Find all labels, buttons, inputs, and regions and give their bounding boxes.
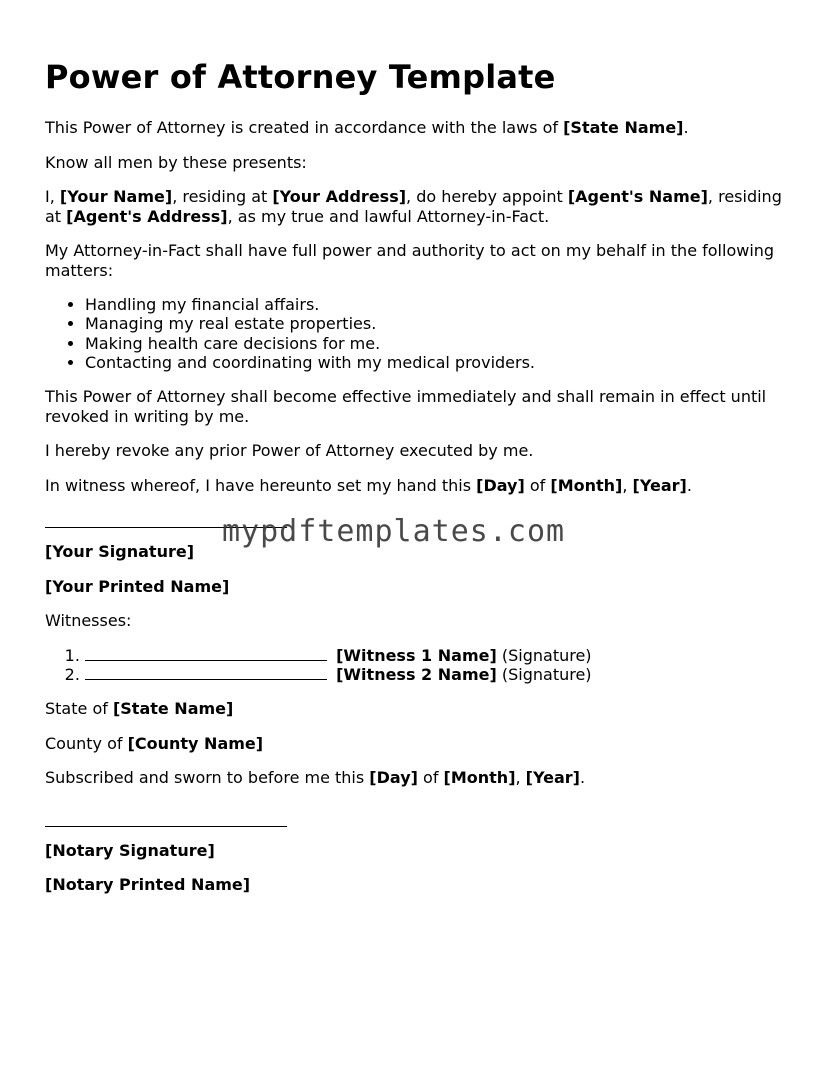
your-signature-text: [Your Signature] xyxy=(45,542,195,562)
witness-year-placeholder: [Year] xyxy=(632,475,687,495)
sworn-text-4: . xyxy=(579,768,586,788)
witness-clause-text-4: . xyxy=(686,475,692,495)
your-printed-name-text: [Your Printed Name] xyxy=(45,576,230,596)
county-label: County of xyxy=(45,733,128,753)
your-address-placeholder: [Your Address] xyxy=(272,187,407,206)
sworn-text-3: , xyxy=(515,768,526,788)
list-item: • Managing my real estate properties. xyxy=(85,314,790,333)
list-item xyxy=(85,646,790,665)
sworn-text-2: of xyxy=(417,768,444,788)
sworn-paragraph xyxy=(45,768,790,788)
appoint-text-5: , as my true and lawful Attorney-in-Fact. xyxy=(227,206,550,226)
intro-state-placeholder: [State Name] xyxy=(563,118,684,137)
document-page xyxy=(45,56,790,910)
sworn-year-placeholder: [Year] xyxy=(525,768,580,788)
county-line xyxy=(45,734,790,754)
witness-2-name-placeholder: [Witness 2 Name] xyxy=(336,664,497,684)
appoint-text-4: , residing at xyxy=(45,187,782,226)
witness-month-placeholder: [Month] xyxy=(550,475,623,495)
notary-signature-text: [Notary Signature] xyxy=(45,840,215,860)
agent-address-placeholder: [Agent's Address] xyxy=(66,206,228,226)
notary-signature-label xyxy=(45,841,790,861)
witness-day-placeholder: [Day] xyxy=(476,475,525,495)
document-title: Power of Attorney Template xyxy=(45,58,556,96)
state-label: State of xyxy=(45,699,113,719)
list-item: • Making health care decisions for me. xyxy=(85,334,790,353)
effective-paragraph: This Power of Attorney shall become effective immediately and shall remain in effect until revoked in writing by me. xyxy=(45,387,767,426)
appointment-paragraph xyxy=(45,187,790,226)
sworn-day-placeholder: [Day] xyxy=(369,768,418,788)
appoint-text-1: I, xyxy=(45,187,60,206)
witness-clause-paragraph xyxy=(45,476,790,496)
witness-clause-text-3: , xyxy=(622,475,633,495)
appoint-text-3: , do hereby appoint xyxy=(406,187,568,206)
powers-intro-paragraph: My Attorney-in-Fact shall have full power and authority to act on my behalf in the following matters: xyxy=(45,241,775,280)
know-all-paragraph: Know all men by these presents: xyxy=(45,152,307,172)
notary-signature-line xyxy=(45,809,790,829)
list-item: • Handling my financial affairs. xyxy=(85,295,790,314)
witness-1-suffix: (Signature) xyxy=(496,645,592,665)
sworn-month-placeholder: [Month] xyxy=(443,768,516,788)
witness-clause-text-2: of xyxy=(524,475,551,495)
state-placeholder: [State Name] xyxy=(112,699,234,719)
intro-paragraph xyxy=(45,118,790,138)
state-line xyxy=(45,699,790,719)
your-name-placeholder: [Your Name] xyxy=(59,187,173,206)
list-item: • Contacting and coordinating with my medical providers. xyxy=(85,353,790,372)
watermark: mypdftemplates.com xyxy=(222,514,566,549)
witness-1-name-placeholder: [Witness 1 Name] xyxy=(336,645,497,665)
signature-rule xyxy=(45,826,287,827)
revoke-paragraph: I hereby revoke any prior Power of Attorney executed by me. xyxy=(45,441,534,461)
notary-printed-name-text: [Notary Printed Name] xyxy=(45,875,251,895)
notary-printed-name-label xyxy=(45,875,790,895)
witness-2-signature-line xyxy=(85,665,327,680)
your-printed-name-label xyxy=(45,577,790,597)
powers-list xyxy=(45,295,790,372)
list-item xyxy=(85,665,790,684)
agent-name-placeholder: [Agent's Name] xyxy=(567,187,708,206)
witness-clause-text-1: In witness whereof, I have hereunto set my hand this xyxy=(45,475,477,495)
witness-1-signature-line xyxy=(85,646,327,661)
witnesses-list xyxy=(45,646,790,685)
witnesses-label: Witnesses: xyxy=(45,611,132,631)
intro-text: This Power of Attorney is created in accordance with the laws of xyxy=(45,118,564,137)
county-placeholder: [County Name] xyxy=(127,733,264,753)
intro-end: . xyxy=(683,118,689,137)
appoint-text-2: , residing at xyxy=(172,187,273,206)
sworn-text-1: Subscribed and sworn to before me this xyxy=(45,768,370,788)
witness-2-suffix: (Signature) xyxy=(496,664,592,684)
